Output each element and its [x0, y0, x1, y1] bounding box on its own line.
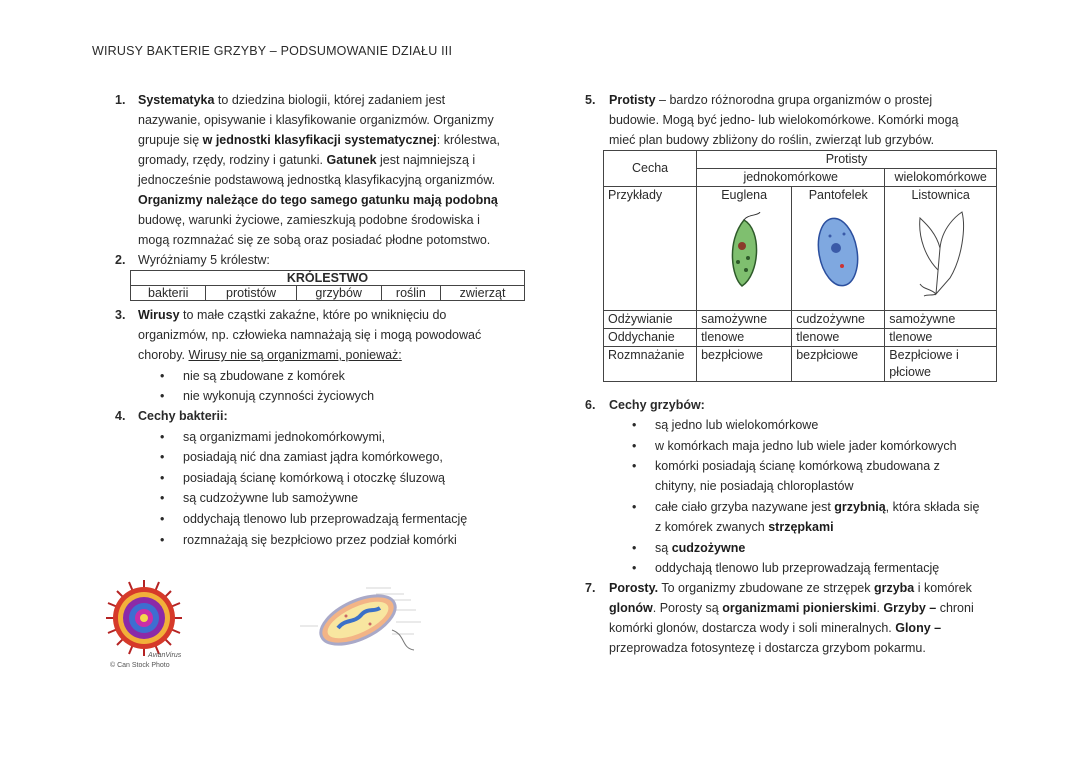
row-label-przyklady: Przykłady — [604, 187, 697, 311]
bacterium-illustration — [296, 580, 446, 660]
header-wielokomorkowe: wielokomórkowe — [885, 169, 997, 187]
protists-table — [603, 150, 997, 382]
virus-caption: AvianVirus — [148, 652, 182, 659]
header-protisty: Protisty — [697, 151, 997, 169]
header-cecha: Cecha — [604, 151, 697, 187]
section-3-text: Wirusy to małe cząstki zakaźne, które po wniknięciu do organizmów, np. człowieka namnażają się i mogą powodować choroby. Wirusy nie są organizmami, ponieważ: — [138, 308, 482, 362]
kelp-icon — [906, 208, 976, 298]
kingdom-cell: roślin — [381, 286, 440, 301]
section-5-number: 5. — [585, 93, 596, 107]
kingdom-cell: grzybów — [296, 286, 381, 301]
section-1-text: Systematyka to dziedzina biologii, której zadaniem jest nazywanie, opisywanie i klasyfikowanie organizmów. Organizmy grupuje się w jednostki klasyfikacji systematycznej: królestwa, gromady, rzędy, rodziny i gatunki. Gatunek jest najmniejszą i jednocześnie podstawową jednostką klasyfikacyjną organizmów. Organizmy należące do tego samego gatunku mają podobną budowę, warunki życiowe, zamieszkują podobne środowiska i mogą rozmnażać się ze sobą oraz posiadać płodne potomstwo. — [138, 93, 500, 247]
table-cell: Bezpłciowe i płciowe — [885, 347, 997, 382]
section-7-text: Porosty. To organizmy zbudowane ze strzępek grzyba i komórek glonów. Porosty są organizmami pionierskimi. Grzyby – chroni komórki glonów, dostarcza wody i soli mineralnych. Glony – przeprowadza fotosyntezę i dostarcza grzybom pokarmu. — [609, 581, 974, 655]
kingdom-cell: bakterii — [131, 286, 206, 301]
table-cell: tlenowe — [885, 329, 997, 347]
section-3-number: 3. — [115, 308, 126, 322]
example-pantofelek: Pantofelek — [792, 187, 885, 311]
example-listownica: Listownica — [885, 187, 997, 311]
paramecium-icon — [808, 212, 868, 292]
kingdom-cell: protistów — [206, 286, 296, 301]
page-title: WIRUSY BAKTERIE GRZYBY – PODSUMOWANIE DZIAŁU III — [92, 44, 453, 58]
table-cell: bezpłciowe — [792, 347, 885, 382]
kingdoms-header: KRÓLESTWO — [131, 271, 525, 286]
header-jednokomorkowe: jednokomórkowe — [697, 169, 885, 187]
row-label: Rozmnażanie — [604, 347, 697, 382]
stock-photo-caption: © Can Stock Photo — [110, 662, 170, 669]
table-cell: tlenowe — [792, 329, 885, 347]
table-cell: samożywne — [697, 311, 792, 329]
example-euglena: Euglena — [697, 187, 792, 311]
section-6-heading: Cechy grzybów: — [609, 398, 705, 412]
section-2-text: Wyróżniamy 5 królestw: — [138, 253, 270, 267]
kingdoms-table — [130, 270, 525, 301]
section-6-number: 6. — [585, 398, 596, 412]
row-label: Oddychanie — [604, 329, 697, 347]
row-label: Odżywianie — [604, 311, 697, 329]
section-4-heading: Cechy bakterii: — [138, 409, 228, 423]
table-cell: cudzożywne — [792, 311, 885, 329]
section-1-number: 1. — [115, 93, 126, 107]
table-cell: samożywne — [885, 311, 997, 329]
table-cell: bezpłciowe — [697, 347, 792, 382]
section-4-number: 4. — [115, 409, 126, 423]
table-cell: tlenowe — [697, 329, 792, 347]
euglena-icon — [714, 212, 774, 292]
right-column: 5. Protisty – bardzo różnorodna grupa organizmów o prostej budowie. Mogą być jedno- lub wielokomórkowe. Komórki mogą mieć plan budowy zbliżony do roślin, zwierząt lub grzybów. Cecha Protisty jednokomórkowe wielokomórkowe Przykłady Euglena Pantofelek Listownica Odżywianie samożywne cudzożywne samożywne Oddychanie tlenowe tlenowe tlenowe Rozmnażanie bezpłciowe bezpłciowe Bezpłciowe i płciowe 6. Cechy grzybów: • są jedno lub wielokomórkowe • w komórkach maja jedno lub wiele jader komórkowych • komórki posiadają ścianę komórkową zbudowana z chityny, nie posiadają chloroplastów • całe ciało grzyba nazywane jest grzybnią, która składa się z komórek zwanych strzępkami • są cudzożywne • oddychają tlenowo lub przeprowadzają fermentację 7. Porosty. To organizmy zbudowane ze strzępek grzyba i komórek glonów. Porosty są organizmami pionierskimi. Grzyby – chroni komórki glonów, dostarcza wody i soli mineralnych. Glony – przeprowadza fotosyntezę i dostarcza grzybom pokarmu. — [540, 0, 1080, 763]
section-7-number: 7. — [585, 581, 596, 595]
section-5-text: Protisty – bardzo różnorodna grupa organizmów o prostej budowie. Mogą być jedno- lub wielokomórkowe. Komórki mogą mieć plan budowy zbliżony do roślin, zwierząt lub grzybów. — [609, 93, 959, 147]
section-2-number: 2. — [115, 253, 126, 267]
left-column: 1. Systematyka to dziedzina biologii, której zadaniem jest nazywanie, opisywanie i klasyfikowanie organizmów. Organizmy grupuje się w jednostki klasyfikacji systematycznej: królestwa, gromady, rzędy, rodziny i gatunki. Gatunek jest najmniejszą i jednocześnie podstawową jednostką klasyfikacyjną organizmów. Organizmy należące do tego samego gatunku mają podobną budowę, warunki życiowe, zamieszkują podobne środowiska i mogą rozmnażać się ze sobą oraz posiadać płodne potomstwo. 2. Wyróżniamy 5 królestw: KRÓLESTWO bakterii protistów grzybów roślin zwierząt 3. Wirusy to małe cząstki zakaźne, które po wniknięciu do organizmów, np. człowieka namnażają się i mogą powodować choroby. Wirusy nie są organizmami, ponieważ: • nie są zbudowane z komórek • nie wykonują czynności życiowych 4. Cechy bakterii: • są organizmami jednokomórkowymi, • posiadają nić dna zamiast jądra komórkowego, • posiadają ścianę komórkową i otoczkę śluzową • są cudzożywne lub samożywne • oddychają tlenowo lub przeprowadzają fermentację • rozmnażają się bezpłciowo przez podział komórki AvianVirus © Can Stock Photo — [0, 0, 540, 763]
kingdom-cell: zwierząt — [441, 286, 525, 301]
